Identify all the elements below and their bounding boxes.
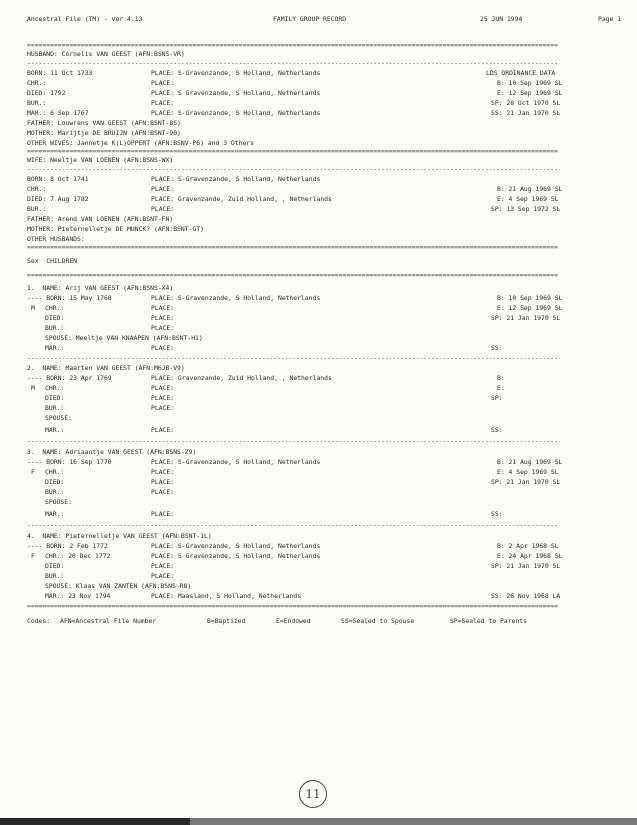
child-row-chr: F CHR.: PLACE: E: 4 Sep 1969 SL: [31, 468, 559, 476]
child-row-spouse: SPOUSE: Klaas VAN ZANTEN (AFN:BSNS-R8): [45, 582, 192, 590]
husband-mother: MOTHER: Marijtje DE BRUIJN (AFN:BSNT-90): [27, 129, 181, 137]
husband-other-wives: OTHER WIVES: Jannetje K(L)OPPERT (AFN:BSNV-P6) and 3 Others: [27, 139, 255, 147]
scan-edge-dark: [0, 818, 190, 825]
child-row-died: DIED: PLACE: SP:: [45, 394, 503, 402]
child-row-spouse: SPOUSE: Meeltje VAN KNAAPEN (AFN:BSNT-H1): [45, 334, 203, 342]
husband-row-died: DIED: 1792 PLACE: S Gravenzande, S Holland, Netherlands E: 12 Sep 1969 SL: [27, 89, 563, 97]
double-rule: ==========================================================================================================================================: [27, 602, 558, 610]
wife-row-born: BORN: 8 Oct 1741 PLACE: S-Gravenzande, S Holland, Netherlands: [27, 175, 321, 183]
husband-row-chr: CHR.: PLACE: B: 10 Sep 1969 SL: [27, 79, 563, 87]
wife-heading: WIFE: Neeltje VAN LOENEN (AFN:BSNS-WX): [27, 156, 174, 164]
child-row-died: DIED: PLACE: SP: 21 Jan 1970 SL: [45, 562, 561, 570]
child-row-mar: MAR.: 23 Nov 1794 PLACE: Maasland, S Holland, Netherlands SS: 26 Nov 1968 LA: [45, 592, 561, 600]
page-label: Page 1: [598, 15, 622, 23]
child-sex: F: [31, 468, 35, 476]
child-name: 4. NAME: Pieternelletje VAN GEEST (AFN:BSNT-1L): [27, 532, 212, 540]
child-sex: M: [31, 384, 35, 392]
child-row-born: ---- BORN: 16 Sep 1770 PLACE: S-Gravenzande, S Holland, Netherlands B: 21 Aug 1969 SL: [27, 458, 563, 466]
child-row-mar: MAR.: PLACE: SS:: [45, 426, 503, 434]
double-rule: ==========================================================================================================================================: [27, 271, 558, 279]
husband-father: FATHER: Louwrens VAN GEEST (AFN:BSNT-8S): [27, 119, 181, 127]
page-header: [0, 14, 637, 24]
program-name: Ancestral File (TM) - ver 4.13: [27, 15, 143, 23]
wife-row-chr: CHR.: PLACE: B: 21 Aug 1969 SL: [27, 185, 563, 193]
wife-row-bur: BUR.: PLACE: SP: 13 Sep 1972 SL: [27, 205, 561, 213]
child-row-spouse: SPOUSE:: [45, 414, 72, 422]
double-rule: ==========================================================================================================================================: [27, 243, 558, 251]
child-row-born: ---- BORN: 23 Apr 1769 PLACE: Gravenzande, Zuid Holland, , Netherlands B:: [27, 374, 505, 382]
child-row-mar: MAR.: PLACE: SS:: [45, 510, 503, 518]
print-date: 25 JUN 1994: [480, 15, 523, 23]
child-row-born: ---- BORN: 2 Feb 1772 PLACE: S-Gravenzande, S Holland, Netherlands B: 2 Apr 1968 SL: [27, 542, 559, 550]
child-row-spouse: SPOUSE:: [45, 498, 72, 506]
child-row-bur: BUR.: PLACE:: [45, 404, 175, 412]
child-row-born: ---- BORN: 15 May 1768 PLACE: S-Gravenzande, S Holland, Netherlands B: 10 Sep 1969 SL: [27, 294, 563, 302]
child-row-mar: MAR.: PLACE: SS:: [45, 344, 503, 352]
child-row-chr: M CHR.: PLACE: E: 12 Sep 1969 SL: [31, 304, 563, 312]
husband-row-born: BORN: 11 Oct 1733 PLACE: S-Gravenzande, S Holland, Netherlands LDS ORDINANCE DATA: [27, 69, 556, 77]
wife-row-died: DIED: 7 Aug 1782 PLACE: Gravenzande, Zuid Holland, , Netherlands E: 4 Sep 1969 SL: [27, 195, 559, 203]
wife-father: FATHER: Arend VAN LOENEN (AFN:BSNT-FN): [27, 215, 174, 223]
child-sex: M: [31, 304, 35, 312]
handwritten-page-number: 11: [299, 780, 327, 808]
child-row-bur: BUR.: PLACE:: [45, 572, 175, 580]
children-heading: Sex CHILDREN: [27, 257, 78, 265]
child-sex: F: [31, 552, 35, 560]
scan-edge-bar: [0, 818, 637, 825]
document-title: FAMILY GROUP RECORD: [273, 15, 347, 23]
double-rule: ==========================================================================================================================================: [27, 41, 558, 49]
husband-row-bur: BUR.: PLACE: SP: 28 Oct 1970 SL: [27, 99, 561, 107]
child-name: 1. NAME: Arij VAN GEEST (AFN:BSNS-X4): [27, 284, 174, 292]
codes-legend: Codes: AFN=Ancestral File Number B=Baptized E=Endowed SS=Sealed to Spouse SP=Sealed to Parents: [27, 617, 527, 625]
husband-row-mar: MAR.: 6 Sep 1767 PLACE: S-Gravenzande, S Holland, Netherlands SS: 21 Jan 1970 SL: [27, 109, 561, 117]
single-rule: ------------------------------------------------------------------------------------------------------------------------------------------: [27, 521, 558, 529]
single-rule: ------------------------------------------------------------------------------------------------------------------------------------------: [27, 165, 558, 173]
single-rule: ------------------------------------------------------------------------------------------------------------------------------------------: [27, 437, 558, 445]
child-row-died: DIED: PLACE: SP: 21 Jan 1970 SL: [45, 314, 561, 322]
lds-heading: LDS ORDINANCE DATA: [486, 69, 556, 77]
child-name: 2. NAME: Maarten VAN GEEST (AFN:M6JB-V9): [27, 364, 185, 372]
wife-other-husbands: OTHER HUSBANDS:: [27, 235, 85, 243]
single-rule: ------------------------------------------------------------------------------------------------------------------------------------------: [27, 354, 558, 362]
double-rule: ==========================================================================================================================================: [27, 147, 558, 155]
child-row-bur: BUR.: PLACE:: [45, 488, 175, 496]
child-row-bur: BUR.: PLACE:: [45, 324, 175, 332]
child-name: 3. NAME: Adriaantje VAN GEEST (AFN:BSNS-Z9): [27, 448, 197, 456]
child-row-chr: M CHR.: PLACE: E:: [31, 384, 505, 392]
child-row-chr: F CHR.: 20 Dec 1772 PLACE: S Gravenzande, S Holland, Netherlands E: 24 Apr 1968 SL: [31, 552, 563, 560]
child-row-died: DIED: PLACE: SP: 21 Jan 1970 SL: [45, 478, 561, 486]
husband-heading: HUSBAND: Cornelis VAN GEEST (AFN:BSNS-VR): [27, 50, 185, 58]
wife-mother: MOTHER: Pieternelletje DE MUNCK? (AFN:BSNT-GT): [27, 225, 204, 233]
single-rule: ------------------------------------------------------------------------------------------------------------------------------------------: [27, 59, 558, 67]
